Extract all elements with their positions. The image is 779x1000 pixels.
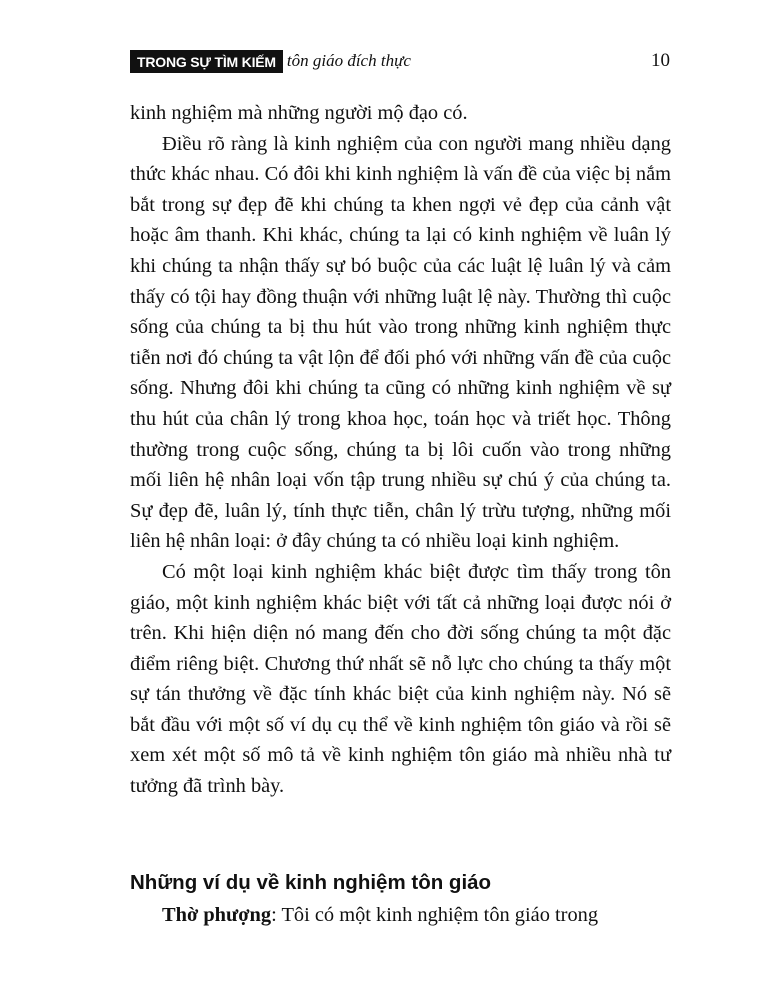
section-heading: Những ví dụ về kinh nghiệm tôn giáo [130,871,492,894]
running-header [130,48,670,74]
paragraph: Có một loại kinh nghiệm khác biệt được tìm thấy trong tôn giáo, một kinh nghiệm khác biệt với tất cả những loại được nói ở trên. Khi hiện diện nó mang đến cho đời sống chúng ta một đặc điểm riêng biệt. Chương thứ nhất sẽ nỗ lực cho chúng ta thấy một sự tán thưởng về đặc tính khác biệt của kinh nghiệm này. Nó sẽ bắt đầu với một số ví dụ cụ thể về kinh nghiệm tôn giáo và rồi sẽ xem xét một số mô tả về kinh nghiệm tôn giáo mà nhiều nhà tư tưởng đã trình bày. [130,560,671,798]
worship-lead-term: Thờ phượng [162,904,272,926]
body-text [130,98,671,802]
page-number: 10 [651,50,670,71]
series-label: TRONG SỰ TÌM KIẾM [130,50,283,73]
paragraph-last-text: : Tôi có một kinh nghiệm tôn giáo trong [271,904,599,926]
paragraph: Điều rõ ràng là kinh nghiệm của con người mang nhiều dạng thức khác nhau. Có đôi khi kinh nghiệm là vấn đề của việc bị nắm bắt trong sự đẹp đẽ khi chúng ta khen ngợi vẻ đẹp của cảnh vật hoặc âm thanh. Khi khác, chúng ta lại có kinh nghiệm về luân lý khi chúng ta nhận thấy sự bó buộc của các luật lệ luân lý và cảm thấy có tội hay đồng thuận với những luật lệ này. Thường thì cuộc sống của chúng ta bị thu hút vào trong những kinh nghiệm thực tiễn nơi đó chúng ta vật lộn để đối phó với những vấn đề của cuộc sống. Nhưng đôi khi chúng ta cũng có những kinh nghiệm về sự thu hút của chân lý trong khoa học, toán học và triết học. Thông thường trong cuộc sống, chúng ta bị lôi cuốn vào trong những mối liên hệ nhân loại vốn tập trung nhiều sự chú ý của chúng ta. Sự đẹp đẽ, luân lý, tính thực tiễn, chân lý trừu tượng, những mối liên hệ nhân loại: ở đây chúng ta có nhiều loại kinh nghiệm. [130,132,671,553]
paragraph-continued: kinh nghiệm mà những người mộ đạo có. [130,102,468,124]
paragraph-last [130,900,671,931]
book-title: tôn giáo đích thực [286,51,411,70]
